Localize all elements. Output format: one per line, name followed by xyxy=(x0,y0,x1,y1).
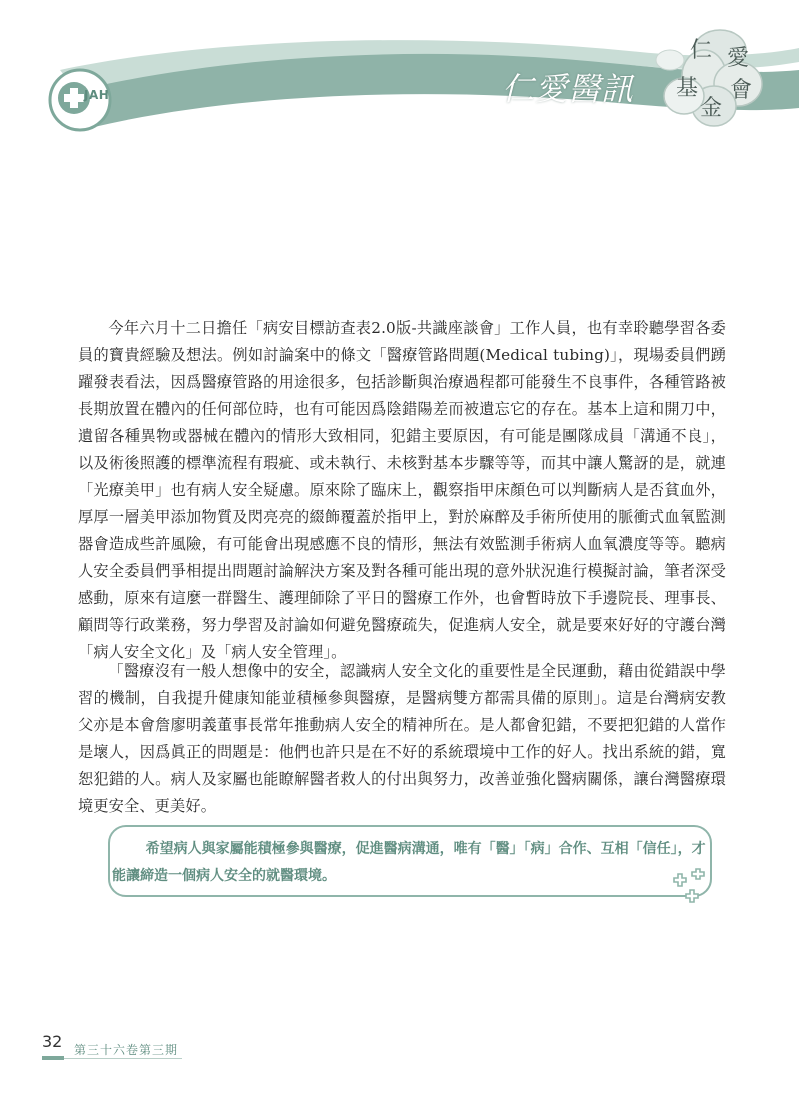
publication-title: 仁愛醫訊 xyxy=(502,70,635,108)
emblem-char-3: 基 xyxy=(676,76,699,101)
footer-accent-bar xyxy=(42,1056,64,1060)
logo-text: JAH xyxy=(84,88,110,102)
masthead-band xyxy=(0,0,799,140)
footer-rule xyxy=(64,1058,182,1059)
emblem-char-2: 愛 xyxy=(727,46,750,71)
emblem-char-5: 會 xyxy=(730,78,753,103)
issue-label: 第三十六卷第三期 xyxy=(74,1043,179,1057)
callout-text: 希望病人與家屬能積極參與醫療，促進醫病溝通，唯有「醫」「病」合作、互相「信任」，才能讓締造一個病人安全的就醫環境。 xyxy=(112,841,706,884)
emblem-char-1: 仁 xyxy=(690,38,713,63)
page-number: 32 xyxy=(42,1032,63,1051)
article-paragraph-2: 「醫療沒有一般人想像中的安全，認識病人安全文化的重要性是全民運動，藉由從錯誤中學習的機制，自我提升健康知能並積極參與醫療，是醫病雙方都需具備的原則」。這是台灣病安教父亦是本會詹廖明義董事長常年推動病人安全的精神所在。是人都會犯錯，不要把犯錯的人當作是壞人，因爲眞正的問題是：他們也許只是在不好的系統環境中工作的好人。找出系統的錯，寬恕犯錯的人。病人及家屬也能瞭解醫者救人的付出與努力，改善並強化醫病關係，讓台灣醫療環境更安全、更美好。 xyxy=(78,662,726,815)
medical-crosses-icon xyxy=(668,868,712,908)
masthead xyxy=(0,0,799,140)
article-paragraph-1: 今年六月十二日擔任「病安目標訪查表2.0版-共識座談會」工作人員，也有幸聆聽學習各委員的寶貴經驗及想法。例如討論案中的條文「醫療管路問題(Medical tubing)」，現場委員們踴躍發表看法，因爲醫療管路的用途很多，包括診斷與治療過程都可能發生不良事件，各種管路被長期放置在體內的任何部位時，也有可能因爲陰錯陽差而被遺忘它的存在。基本上這和開刀中，遺留各種異物或器械在體內的情形大致相同，犯錯主要原因，有可能是團隊成員「溝通不良」，以及術後照護的標準流程有瑕疵、或未執行、未核對基本步驟等等，而其中讓人驚訝的是，就連「光療美甲」也有病人安全疑慮。原來除了臨床上，觀察指甲床顏色可以判斷病人是否貧血外，厚厚一層美甲添加物質及閃亮亮的綴飾覆蓋於指甲上，對於麻醉及手術所使用的脈衝式血氧監測器會造成些許風險，有可能會出現感應不良的情形，無法有效監測手術病人血氧濃度等等。聽病人安全委員們爭相提出問題討論解決方案及對各種可能出現的意外狀況進行模擬討論，筆者深受感動，原來有這麼一群醫生、護理師除了平日的醫療工作外，也會暫時放下手邊院長、理事長、顧問等行政業務，努力學習及討論如何避免醫療疏失，促進病人安全，就是要來好好的守護台灣「病人安全文化」及「病人安全管理」。 xyxy=(78,319,726,661)
emblem-char-4: 金 xyxy=(700,96,723,121)
